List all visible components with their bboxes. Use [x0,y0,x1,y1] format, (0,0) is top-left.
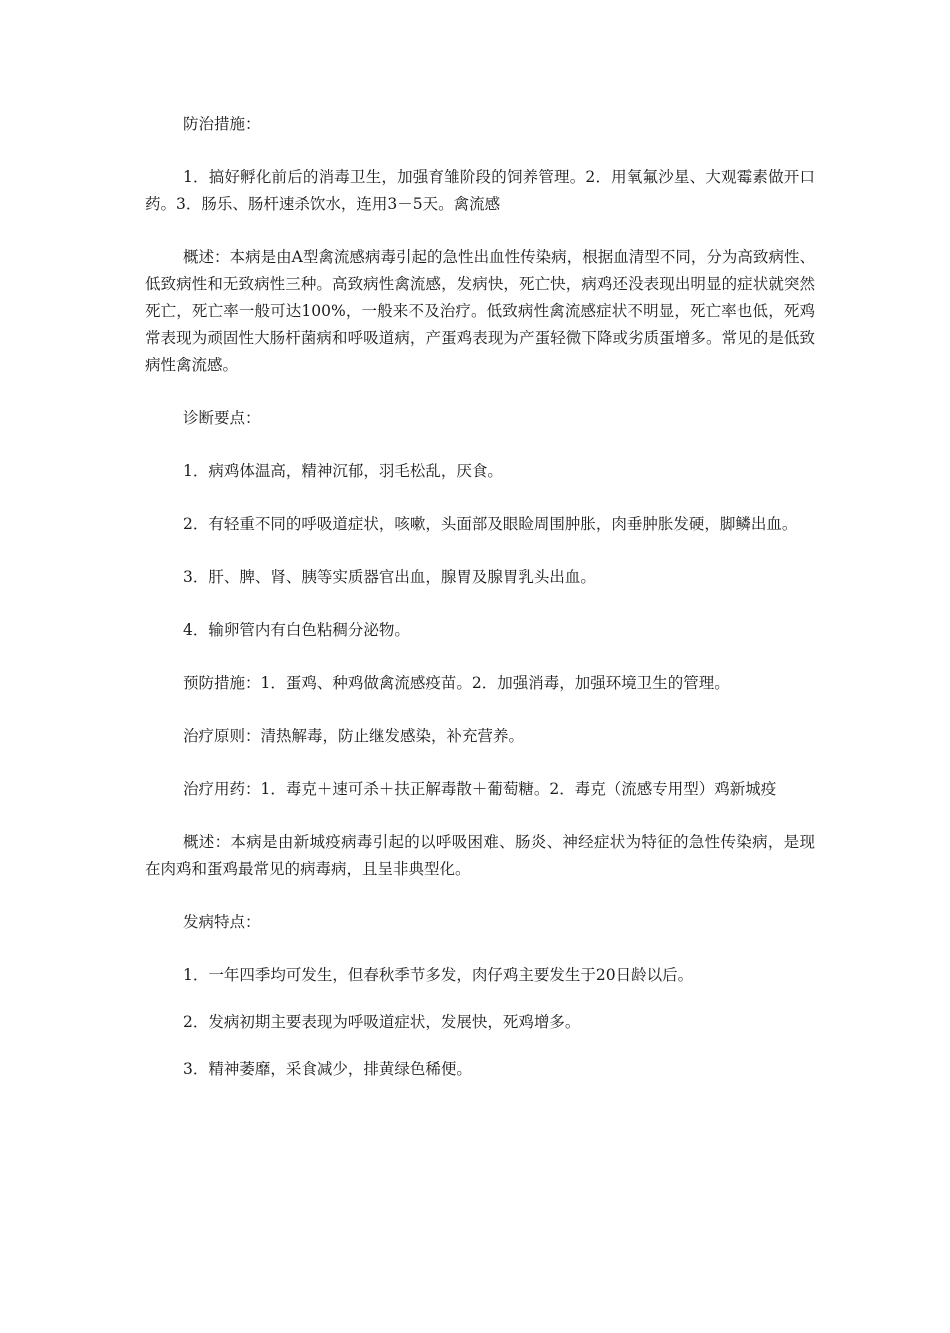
prevention-measures: 预防措施：1．蛋鸡、种鸡做禽流感疫苗。2．加强消毒，加强环境卫生的管理。 [183,674,730,692]
treatment-medication: 治疗用药：1．毒克＋速可杀＋扶正解毒散＋葡萄糖。2．毒克（流感专用型）鸡新城疫 [183,780,777,798]
onset-feature-3: 3．精神萎靡，采食减少，排黄绿色稀便。 [183,1060,472,1078]
diagnosis-point-4: 4．输卵管内有白色粘稠分泌物。 [183,621,410,639]
prevention-list: 1．搞好孵化前后的消毒卫生，加强育雏阶段的饲养管理。2．用氧氟沙星、大观霉素做开口药。3．肠乐、肠杆速杀饮水，连用3－5天。禽流感 [145,168,815,213]
onset-feature-2: 2．发病初期主要表现为呼吸道症状，发展快，死鸡增多。 [183,1013,581,1031]
heading-onset-features: 发病特点： [183,913,261,931]
diagnosis-point-1: 1．病鸡体温高，精神沉郁，羽毛松乱，厌食。 [183,462,503,480]
onset-feature-1: 1．一年四季均可发生，但春秋季节多发，肉仔鸡主要发生于20日龄以后。 [183,966,694,984]
treatment-principle: 治疗原则：清热解毒，防止继发感染，补充营养。 [183,727,525,745]
document-body [145,111,815,1103]
newcastle-overview: 概述：本病是由新城疫病毒引起的以呼吸困难、肠炎、神经症状为特征的急性传染病，是现在肉鸡和蛋鸡最常见的病毒病，且呈非典型化。 [145,833,815,878]
heading-diagnosis: 诊断要点： [183,409,261,427]
diagnosis-point-2: 2．有轻重不同的呼吸道症状，咳嗽，头面部及眼睑周围肿胀，肉垂肿胀发硬，脚鳞出血。 [183,515,798,533]
heading-prevention-treatment: 防治措施： [183,115,261,133]
avian-influenza-overview: 概述：本病是由A型禽流感病毒引起的急性出血性传染病，根据血清型不同，分为高致病性、低致病性和无致病性三种。高致病性禽流感，发病快，死亡快，病鸡还没表现出明显的症状就突然死亡，死亡率一般可达100%，一般来不及治疗。低致病性禽流感症状不明显，死亡率也低，死鸡常表现为顽固性大肠杆菌病和呼吸道病，产蛋鸡表现为产蛋轻微下降或劣质蛋增多。常见的是低致病性禽流感。 [145,248,815,374]
diagnosis-point-3: 3．肝、脾、肾、胰等实质器官出血，腺胃及腺胃乳头出血。 [183,568,596,586]
